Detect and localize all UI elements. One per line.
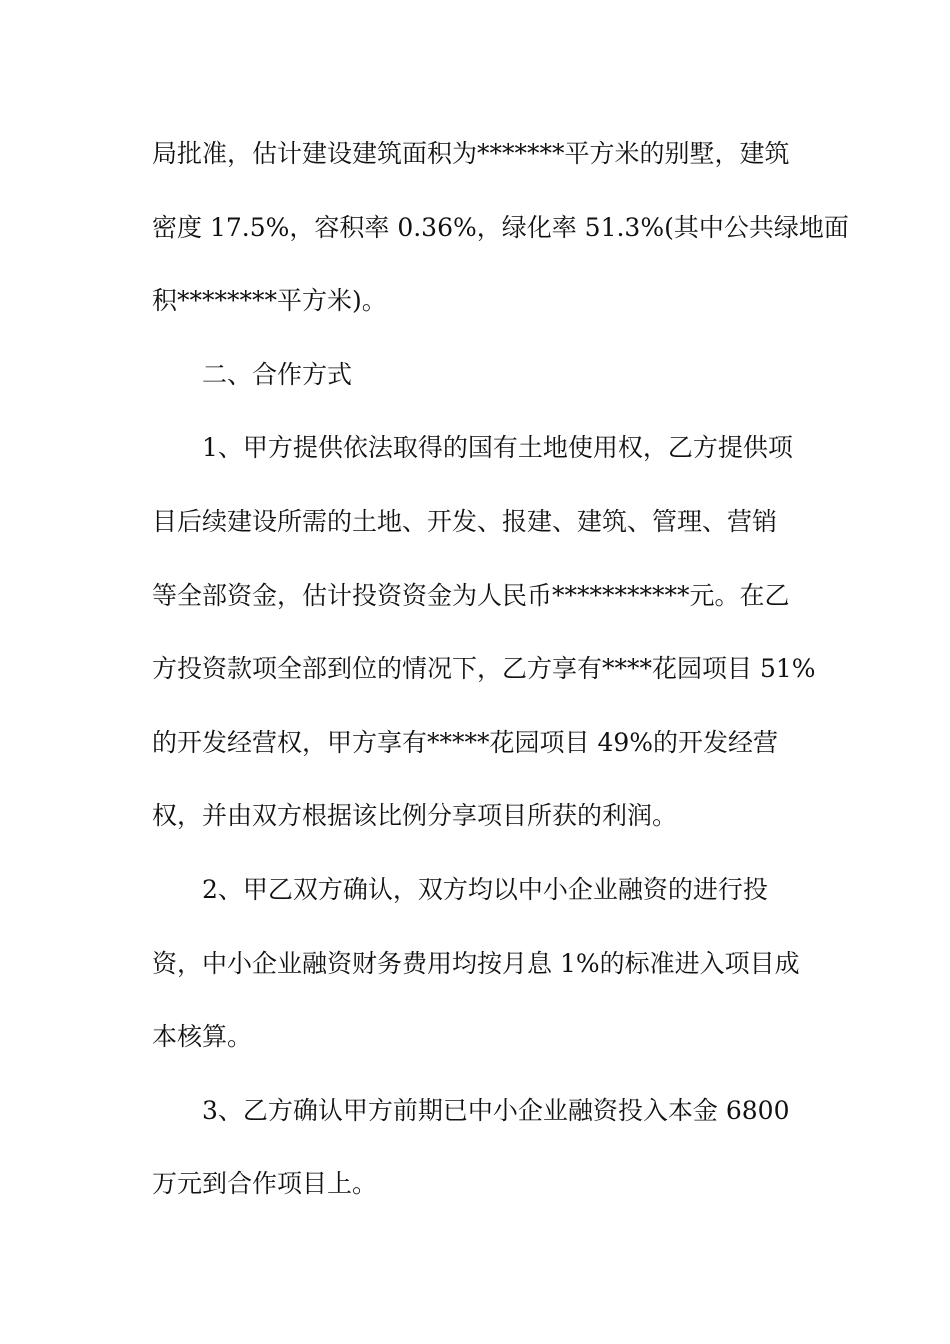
paragraph-line: 万元到合作项目上。 xyxy=(152,1169,378,1199)
document-body xyxy=(152,126,849,1230)
paragraph-line: 方投资款项全部到位的情况下，乙方享有****花园项目 51% xyxy=(152,654,816,684)
paragraph-line: 资，中小企业融资财务费用均按月息 1%的标准进入项目成 xyxy=(152,948,800,978)
paragraph-line: 积********平方米)。 xyxy=(152,286,387,316)
paragraph-line: 的开发经营权，甲方享有*****花园项目 49%的开发经营 xyxy=(152,727,779,757)
paragraph-line: 3、乙方确认甲方前期已中小企业融资投入本金 6800 xyxy=(202,1095,790,1125)
paragraph-line: 局批准，估计建设建筑面积为*******平方米的别墅，建筑 xyxy=(152,139,790,168)
paragraph-line: 密度 17.5%，容积率 0.36%，绿化率 51.3%(其中公共绿地面 xyxy=(152,212,849,242)
paragraph-line: 权，并由双方根据该比例分享项目所获的利润。 xyxy=(152,801,678,831)
paragraph-line: 1、甲方提供依法取得的国有土地使用权，乙方提供项 xyxy=(202,433,793,463)
paragraph-line: 等全部资金，估计投资资金为人民币***********元。在乙 xyxy=(152,580,790,610)
section-heading: 二、合作方式 xyxy=(202,359,353,389)
paragraph-line: 目后续建设所需的土地、开发、报建、建筑、管理、营销 xyxy=(152,506,778,536)
paragraph-line: 2、甲乙双方确认，双方均以中小企业融资的进行投 xyxy=(202,874,768,904)
paragraph-line: 本核算。 xyxy=(152,1022,253,1052)
